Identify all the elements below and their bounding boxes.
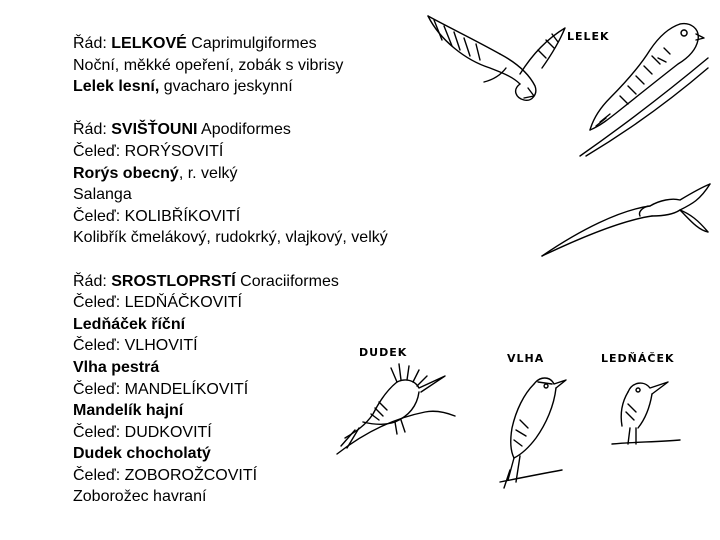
swift-drawing: [540, 180, 715, 265]
nightjar-flying-drawing: [420, 10, 580, 110]
order-prefix: Řád:: [73, 121, 112, 139]
kingfisher-drawing: [606, 372, 686, 452]
species-bold: Dudek chocholatý: [73, 445, 211, 463]
species-line: [73, 76, 388, 98]
order-latin: Apodiformes: [197, 121, 291, 139]
lednacek-label-text: LEDŇÁČEK: [601, 352, 675, 365]
species-line: Zoborožec havraní: [73, 488, 207, 506]
order-line-coraciiformes: [73, 271, 388, 293]
species-line: Kolibřík čmelákový, rudokrký, vlajkový, velký: [73, 229, 388, 247]
family-line: Čeleď: RORÝSOVITÍ: [73, 142, 224, 160]
family-line: Čeleď: KOLIBŘÍKOVITÍ: [73, 207, 241, 225]
order-line-nightjars: [73, 33, 388, 55]
family-line: Čeleď: DUDKOVITÍ: [73, 423, 212, 441]
family-line: Čeleď: ZOBOROŽCOVITÍ: [73, 466, 258, 484]
dudek-label-text: DUDEK: [359, 346, 408, 359]
vlha-label: [506, 350, 556, 366]
order-line-swifts: [73, 119, 388, 141]
species-bold: Lelek lesní,: [73, 78, 160, 96]
lelek-label-text: LELEK: [567, 30, 610, 43]
species-bold: Ledňáček říční: [73, 315, 186, 333]
order-prefix: Řád:: [73, 35, 112, 52]
species-rest: gvacharo jeskynní: [159, 78, 293, 96]
species-bold: Vlha pestrá: [73, 358, 160, 376]
vlha-label-text: VLHA: [507, 352, 545, 365]
order-latin: Coraciiformes: [235, 272, 339, 290]
order-prefix: Řád:: [73, 272, 112, 290]
species-bold: Rorýs obecný: [73, 164, 179, 182]
nightjar-perched-drawing: [580, 18, 710, 158]
species-line: Salanga: [73, 186, 132, 204]
hoopoe-drawing: [335, 362, 460, 457]
description-line: Noční, měkké opeření, zobák s vibrisy: [73, 56, 344, 74]
species-line: [73, 314, 388, 336]
family-line: Čeleď: LEDŇÁČKOVITÍ: [73, 294, 242, 312]
family-line: Čeleď: VLHOVITÍ: [73, 337, 198, 355]
species-bold: Mandelík hajní: [73, 402, 184, 420]
species-line: [73, 163, 388, 185]
lednacek-label: [600, 350, 690, 366]
bee-eater-drawing: [490, 370, 570, 490]
dudek-label: [358, 344, 418, 360]
order-name: SROSTLOPRSTÍ: [111, 272, 236, 290]
order-latin: Caprimulgiformes: [186, 35, 317, 52]
family-line: Čeleď: MANDELÍKOVITÍ: [73, 380, 249, 398]
order-name: SVIŠŤOUNI: [111, 121, 198, 139]
order-name: LELKOVÉ: [111, 35, 187, 52]
species-rest: , r. velký: [178, 164, 238, 182]
